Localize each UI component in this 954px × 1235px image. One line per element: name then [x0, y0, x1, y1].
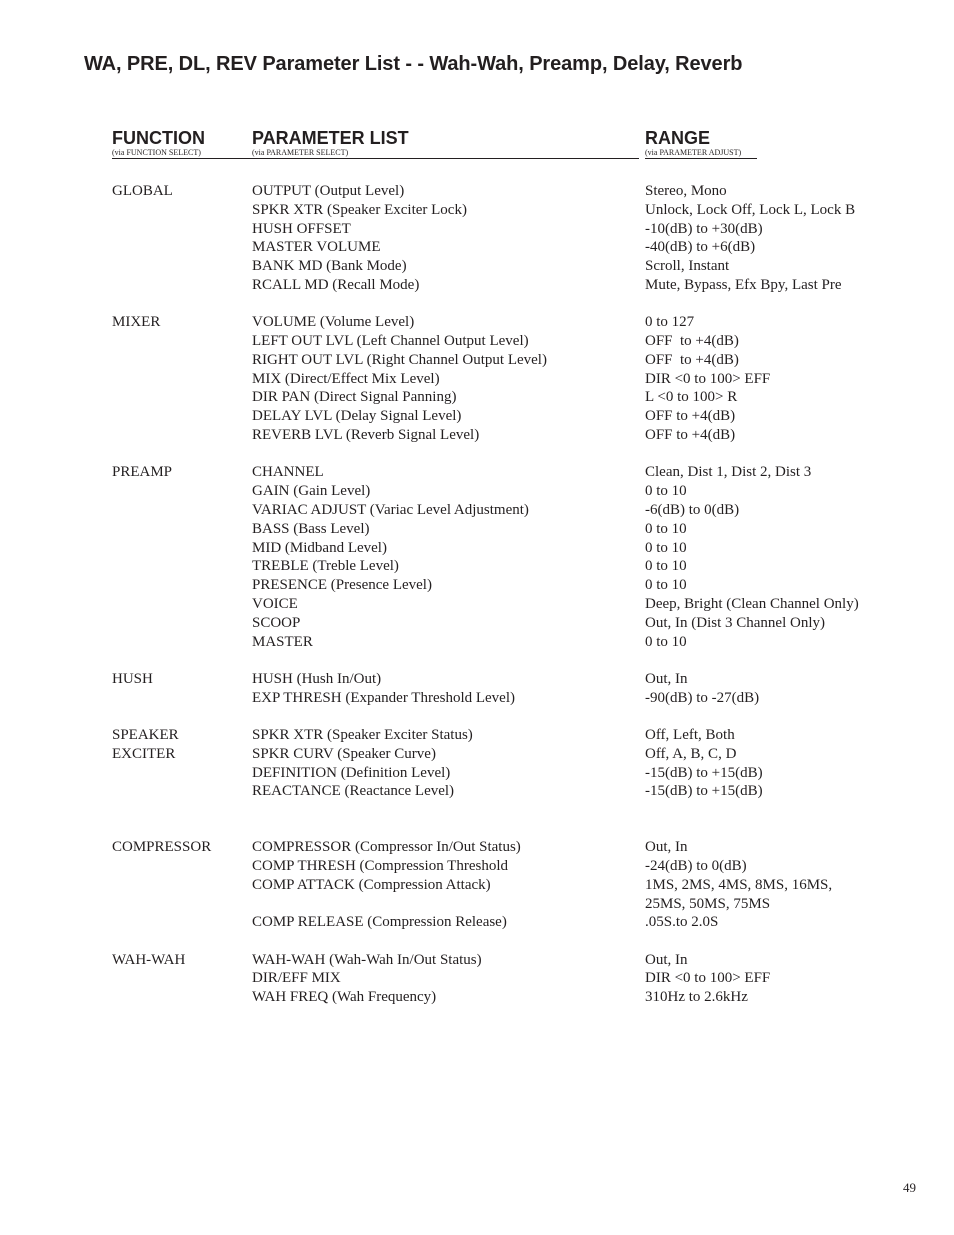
parameter-range: Off, A, B, C, D [645, 745, 737, 762]
function-label: COMPRESSOR [112, 839, 212, 856]
table-row [252, 745, 892, 764]
parameter-range: 1MS, 2MS, 4MS, 8MS, 16MS, 25MS, 50MS, 75MS [645, 876, 833, 912]
parameter-range: Out, In [645, 670, 688, 687]
parameter-name: BANK MD (Bank Mode) [252, 258, 407, 275]
parameter-rows [252, 726, 892, 801]
parameter-name: REVERB LVL (Reverb Signal Level) [252, 427, 480, 444]
parameter-range: -15(dB) to +15(dB) [645, 764, 763, 781]
parameter-rows [252, 838, 892, 932]
parameter-name: TREBLE (Treble Level) [252, 558, 399, 575]
parameter-range: -15(dB) to +15(dB) [645, 783, 763, 800]
section-wah-wah [112, 951, 892, 1007]
table-row [252, 726, 892, 745]
parameter-rows [252, 313, 892, 445]
table-row [252, 276, 892, 295]
parameter-name: RCALL MD (Recall Mode) [252, 276, 420, 293]
parameter-range: OFF to +4(dB) [645, 351, 739, 368]
parameter-name: COMP RELEASE (Compression Release) [252, 914, 507, 931]
table-row [252, 614, 892, 633]
table-row [252, 633, 892, 652]
parameter-name: HUSH (Hush In/Out) [252, 670, 382, 687]
table-row [252, 426, 892, 445]
table-row [252, 988, 892, 1007]
function-label: SPEAKER EXCITER [112, 726, 179, 762]
parameter-range: Out, In (Dist 3 Channel Only) [645, 614, 825, 631]
parameter-range: 310Hz to 2.6kHz [645, 989, 748, 1006]
parameter-range: Clean, Dist 1, Dist 2, Dist 3 [645, 464, 812, 481]
table-row [252, 876, 892, 914]
parameter-name: SCOOP [252, 614, 301, 631]
section-preamp [112, 463, 892, 651]
parameter-name: COMP THRESH (Compression Threshold [252, 857, 508, 874]
table-row [252, 238, 892, 257]
parameter-name: SPKR CURV (Speaker Curve) [252, 745, 436, 762]
function-label: HUSH [112, 670, 153, 687]
table-row [252, 595, 892, 614]
parameter-range: -90(dB) to -27(dB) [645, 689, 760, 706]
parameter-range: Unlock, Lock Off, Lock L, Lock B [645, 201, 856, 218]
section-global [112, 182, 892, 295]
parameter-range: DIR <0 to 100> EFF [645, 370, 771, 387]
parameter-range: DIR <0 to 100> EFF [645, 970, 771, 987]
parameter-range: 0 to 10 [645, 539, 687, 556]
table-row [252, 576, 892, 595]
parameter-range: Mute, Bypass, Efx Bpy, Last Pre [645, 276, 842, 293]
range-column-header: RANGE [645, 128, 711, 148]
function-label: WAH-WAH [112, 951, 186, 968]
table-row [252, 407, 892, 426]
parameter-name: REACTANCE (Reactance Level) [252, 783, 455, 800]
parameter-range: -10(dB) to +30(dB) [645, 220, 763, 237]
parameter-range: 0 to 127 [645, 314, 695, 331]
function-label: MIXER [112, 314, 161, 331]
parameter-name: DELAY LVL (Delay Signal Level) [252, 408, 462, 425]
table-row [252, 520, 892, 539]
parameter-name: MID (Midband Level) [252, 539, 387, 556]
parameter-rows [252, 951, 892, 1007]
parameter-name: COMPRESSOR (Compressor In/Out Status) [252, 839, 521, 856]
parameter-range: -24(dB) to 0(dB) [645, 857, 747, 874]
parameter-name: VARIAC ADJUST (Variac Level Adjustment) [252, 501, 529, 518]
table-row [252, 220, 892, 239]
table-row [252, 388, 892, 407]
parameter-name: SPKR XTR (Speaker Exciter Lock) [252, 201, 467, 218]
page-number: 49 [903, 1180, 916, 1195]
function-column-header: FUNCTION [112, 128, 205, 148]
parameter-column-header: PARAMETER LIST [252, 128, 409, 148]
parameter-name: VOICE [252, 595, 298, 612]
range-header-underline [645, 158, 757, 159]
table-row [252, 782, 892, 801]
table-row [252, 501, 892, 520]
table-row [252, 351, 892, 370]
parameter-name: MIX (Direct/Effect Mix Level) [252, 370, 440, 387]
section-speaker-exciter [112, 726, 892, 801]
parameter-name: BASS (Bass Level) [252, 520, 370, 537]
parameter-range: -6(dB) to 0(dB) [645, 501, 740, 518]
parameter-rows [252, 182, 892, 295]
page-title: WA, PRE, DL, REV Parameter List - - Wah-Wah, Preamp, Delay, Reverb [84, 53, 743, 75]
parameter-name: HUSH OFFSET [252, 220, 351, 237]
parameter-table [112, 182, 892, 1007]
range-column-subheader: (via PARAMETER ADJUST) [645, 148, 742, 157]
parameter-range: 0 to 10 [645, 520, 687, 537]
parameter-name: OUTPUT (Output Level) [252, 183, 405, 199]
parameter-name: RIGHT OUT LVL (Right Channel Output Level) [252, 351, 547, 368]
parameter-range: Out, In [645, 951, 688, 968]
parameter-range: Deep, Bright (Clean Channel Only) [645, 595, 859, 612]
table-row [252, 257, 892, 276]
table-row [252, 951, 892, 970]
parameter-range: OFF to +4(dB) [645, 333, 739, 350]
parameter-range: 0 to 10 [645, 558, 687, 575]
header-underline [112, 158, 639, 159]
parameter-range: .05S.to 2.0S [645, 914, 719, 931]
parameter-range: Off, Left, Both [645, 726, 735, 743]
parameter-range: 0 to 10 [645, 577, 687, 594]
parameter-name: MASTER VOLUME [252, 239, 381, 256]
table-row [252, 482, 892, 501]
section-mixer [112, 313, 892, 445]
table-row [252, 764, 892, 783]
table-row [252, 913, 892, 932]
parameter-range: Stereo, Mono [645, 183, 727, 199]
parameter-range: Out, In [645, 839, 688, 856]
parameter-name: COMP ATTACK (Compression Attack) [252, 876, 491, 893]
section-compressor [112, 838, 892, 932]
table-row [252, 182, 892, 201]
section-hush [112, 670, 892, 708]
parameter-rows [252, 463, 892, 651]
table-row [252, 969, 892, 988]
parameter-name: PRESENCE (Presence Level) [252, 577, 432, 594]
parameter-name: VOLUME (Volume Level) [252, 314, 415, 331]
table-row [252, 463, 892, 482]
parameter-column-subheader: (via PARAMETER SELECT) [252, 148, 349, 157]
table-row [252, 332, 892, 351]
parameter-name: DIR PAN (Direct Signal Panning) [252, 389, 457, 406]
table-row [252, 539, 892, 558]
parameter-range: OFF to +4(dB) [645, 408, 736, 425]
function-column-subheader: (via FUNCTION SELECT) [112, 148, 201, 157]
table-row [252, 370, 892, 389]
parameter-name: WAH-WAH (Wah-Wah In/Out Status) [252, 951, 482, 968]
table-row [252, 689, 892, 708]
table-row [252, 201, 892, 220]
parameter-range: 0 to 10 [645, 633, 687, 650]
parameter-range: OFF to +4(dB) [645, 427, 736, 444]
parameter-name: CHANNEL [252, 464, 324, 481]
parameter-name: DIR/EFF MIX [252, 970, 341, 987]
parameter-name: WAH FREQ (Wah Frequency) [252, 989, 437, 1006]
parameter-range: Scroll, Instant [645, 258, 730, 275]
parameter-rows [252, 670, 892, 708]
table-row [252, 857, 892, 876]
function-label: PREAMP [112, 464, 173, 481]
function-label: GLOBAL [112, 183, 173, 199]
parameter-name: MASTER [252, 633, 313, 650]
parameter-name: SPKR XTR (Speaker Exciter Status) [252, 726, 473, 743]
parameter-range: L <0 to 100> R [645, 389, 738, 406]
table-row [252, 670, 892, 689]
table-row [252, 313, 892, 332]
parameter-name: GAIN (Gain Level) [252, 483, 371, 500]
parameter-range: -40(dB) to +6(dB) [645, 239, 756, 256]
table-row [252, 557, 892, 576]
table-row [252, 838, 892, 857]
parameter-range: 0 to 10 [645, 483, 687, 500]
parameter-name: LEFT OUT LVL (Left Channel Output Level) [252, 333, 529, 350]
parameter-name: EXP THRESH (Expander Threshold Level) [252, 689, 516, 706]
parameter-name: DEFINITION (Definition Level) [252, 764, 451, 781]
